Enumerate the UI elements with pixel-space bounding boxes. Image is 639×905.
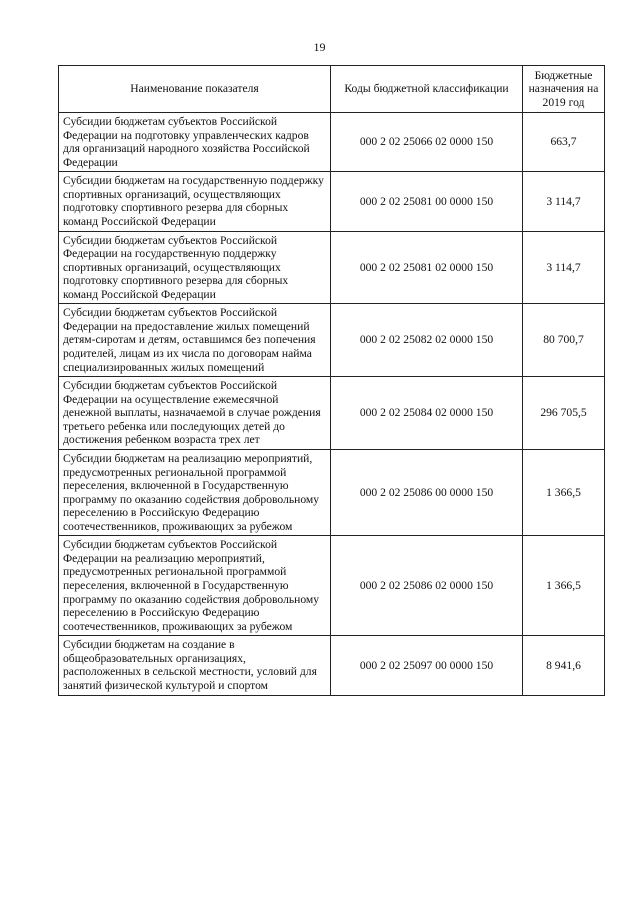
- header-name: Наименование показателя: [59, 66, 331, 113]
- table-row: [59, 172, 605, 231]
- row-code: 000 2 02 25084 02 0000 150: [331, 377, 523, 450]
- row-code: 000 2 02 25066 02 0000 150: [331, 113, 523, 172]
- table-row: [59, 377, 605, 450]
- row-name: Субсидии бюджетам на реализацию мероприятий, предусмотренных региональной программой переселения, включенной в Государственную программу по оказанию содействия добровольному переселению в Российскую Федерацию соотечественников, проживающих за рубежом: [59, 449, 331, 535]
- row-amount: 1 366,5: [523, 449, 605, 535]
- row-code: 000 2 02 25081 02 0000 150: [331, 231, 523, 304]
- row-name: Субсидии бюджетам субъектов Российской Федерации на предоставление жилых помещений детям-сиротам и детям, оставшимся без попечения родителей, лицам из их числа по договорам найма специализированных жилых помещений: [59, 304, 331, 377]
- row-amount: 1 366,5: [523, 536, 605, 636]
- row-amount: 8 941,6: [523, 636, 605, 695]
- table-row: [59, 636, 605, 695]
- header-amount: Бюджетные назначения на 2019 год: [523, 66, 605, 113]
- table-row: [59, 231, 605, 304]
- row-code: 000 2 02 25082 02 0000 150: [331, 304, 523, 377]
- table-row: [59, 536, 605, 636]
- row-name: Субсидии бюджетам субъектов Российской Федерации на государственную поддержку спортивных организаций, осуществляющих подготовку спортивного резерва для сборных команд Российской Федерации: [59, 231, 331, 304]
- row-name: Субсидии бюджетам субъектов Российской Федерации на реализацию мероприятий, предусмотренных региональной программой переселения, включенной в Государственную программу по оказанию содействия добровольному переселению в Российскую Федерацию соотечественников, проживающих за рубежом: [59, 536, 331, 636]
- row-code: 000 2 02 25081 00 0000 150: [331, 172, 523, 231]
- table-row: [59, 113, 605, 172]
- row-amount: 80 700,7: [523, 304, 605, 377]
- budget-table: [58, 65, 605, 696]
- table-row: [59, 449, 605, 535]
- row-name: Субсидии бюджетам субъектов Российской Федерации на подготовку управленческих кадров для организаций народного хозяйства Российской Федерации: [59, 113, 331, 172]
- row-amount: 296 705,5: [523, 377, 605, 450]
- row-name: Субсидии бюджетам субъектов Российской Федерации на осуществление ежемесячной денежной выплаты, назначаемой в случае рождения третьего ребенка или последующих детей до достижения ребенком возраста трех лет: [59, 377, 331, 450]
- row-code: 000 2 02 25086 00 0000 150: [331, 449, 523, 535]
- row-code: 000 2 02 25097 00 0000 150: [331, 636, 523, 695]
- row-code: 000 2 02 25086 02 0000 150: [331, 536, 523, 636]
- table-header-row: [59, 66, 605, 113]
- row-amount: 663,7: [523, 113, 605, 172]
- page-number: 19: [313, 40, 326, 54]
- row-name: Субсидии бюджетам на государственную поддержку спортивных организаций, осуществляющих подготовку спортивного резерва для сборных команд Российской Федерации: [59, 172, 331, 231]
- row-amount: 3 114,7: [523, 231, 605, 304]
- header-code: Коды бюджетной классификации: [331, 66, 523, 113]
- row-name: Субсидии бюджетам на создание в общеобразовательных организациях, расположенных в сельской местности, условий для занятий физической культурой и спортом: [59, 636, 331, 695]
- table-row: [59, 304, 605, 377]
- row-amount: 3 114,7: [523, 172, 605, 231]
